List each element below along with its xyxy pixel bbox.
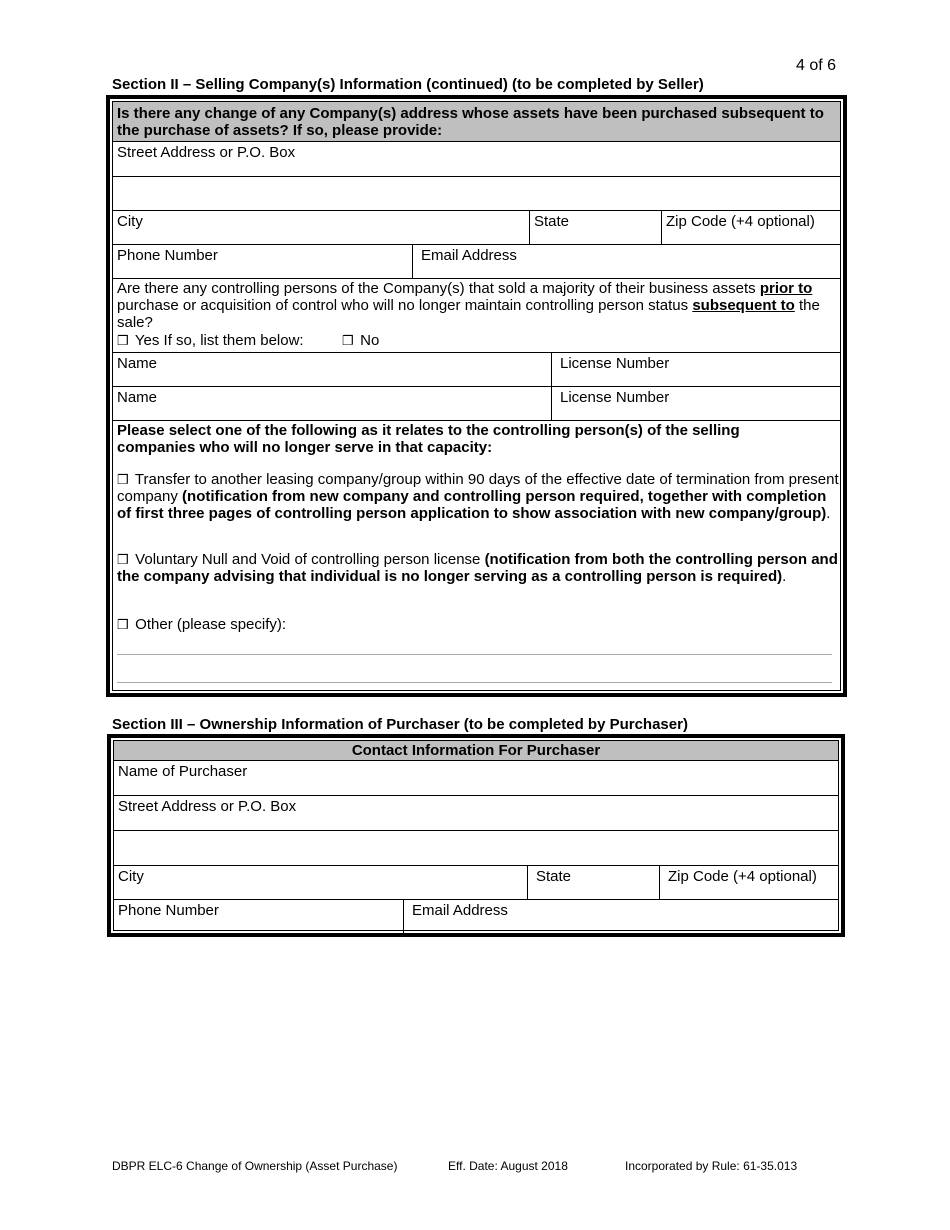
purchaser-email-label: Email Address bbox=[412, 902, 508, 919]
option-voluntary-null[interactable]: ❒ Voluntary Null and Void of controlling person license (notification from both the controlling person and the company advising that individual is no longer serving as a controlling person is required). bbox=[117, 551, 838, 585]
footer-eff-date: Eff. Date: August 2018 bbox=[448, 1159, 568, 1173]
footer-form-id: DBPR ELC-6 Change of Ownership (Asset Purchase) bbox=[112, 1159, 398, 1173]
license-label-1: License Number bbox=[560, 355, 670, 372]
purchaser-street-field[interactable] bbox=[114, 796, 838, 831]
phone-email-row bbox=[113, 245, 840, 279]
zip-label: Zip Code (+4 optional) bbox=[666, 213, 815, 230]
street-address-label: Street Address or P.O. Box bbox=[117, 144, 296, 161]
purchaser-phone-email-row bbox=[114, 900, 838, 934]
controlling-person-row-2 bbox=[113, 387, 840, 421]
section-3-header: Contact Information For Purchaser bbox=[114, 741, 838, 761]
purchaser-city-label: City bbox=[118, 868, 144, 885]
purchaser-street-label: Street Address or P.O. Box bbox=[118, 798, 297, 815]
license-field-1[interactable] bbox=[551, 353, 840, 386]
other-checkbox-icon[interactable]: ❒ bbox=[117, 617, 129, 632]
purchaser-email-field[interactable] bbox=[403, 900, 838, 934]
option-transfer-note: (notification from new company and controlling person required, together with completion of first three pages of controlling person application to show association with new company/group) bbox=[117, 488, 827, 522]
city-label: City bbox=[117, 213, 143, 230]
phone-label: Phone Number bbox=[117, 247, 218, 264]
section-3-form bbox=[107, 734, 845, 937]
yes-label: Yes If so, list them below: bbox=[134, 332, 304, 349]
license-label-2: License Number bbox=[560, 389, 670, 406]
purchaser-phone-field[interactable] bbox=[114, 900, 403, 934]
license-field-2[interactable] bbox=[551, 387, 840, 420]
phone-field[interactable] bbox=[113, 245, 412, 278]
yes-checkbox-icon[interactable]: ❒ bbox=[117, 333, 129, 348]
purchaser-state-field[interactable] bbox=[527, 866, 659, 899]
other-specify-line-2[interactable] bbox=[117, 682, 832, 683]
controlling-q-text-1: Are there any controlling persons of the Company(s) that sold a majority of their business assets bbox=[117, 280, 760, 297]
yes-option[interactable] bbox=[117, 332, 304, 349]
option-voluntary-text: Voluntary Null and Void of controlling person license bbox=[135, 551, 485, 568]
purchaser-name-field[interactable] bbox=[114, 761, 838, 796]
state-field[interactable] bbox=[529, 211, 661, 244]
option-other-label: Other (please specify): bbox=[135, 616, 287, 633]
email-field[interactable] bbox=[412, 245, 840, 278]
footer-rule: Incorporated by Rule: 61-35.013 bbox=[625, 1159, 798, 1173]
controlling-q-subsequent-to: subsequent to bbox=[692, 297, 795, 314]
name-label-1: Name bbox=[117, 355, 158, 372]
name-label-2: Name bbox=[117, 389, 158, 406]
controlling-persons-question bbox=[113, 279, 840, 353]
purchaser-phone-label: Phone Number bbox=[118, 902, 219, 919]
purchaser-zip-field[interactable] bbox=[659, 866, 838, 899]
purchaser-state-label: State bbox=[536, 868, 572, 885]
name-field-2[interactable] bbox=[113, 387, 551, 420]
voluntary-checkbox-icon[interactable]: ❒ bbox=[117, 552, 129, 567]
purchaser-name-label: Name of Purchaser bbox=[118, 763, 248, 780]
name-field-1[interactable] bbox=[113, 353, 551, 386]
street-address-line2-field[interactable] bbox=[113, 177, 840, 211]
option-transfer[interactable]: ❒ Transfer to another leasing company/group within 90 days of the effective date of termination from present company (notification from new company and controlling person required, together with completion of first three pages of controlling person application to show association with new company/group). bbox=[117, 471, 839, 522]
controlling-q-prior-to: prior to bbox=[759, 280, 813, 297]
option-voluntary-note: (notification from both the controlling person and the company advising that individual is no longer serving as a controlling person is required) bbox=[117, 551, 838, 585]
section-2-header: Is there any change of any Company(s) address whose assets have been purchased subsequent to the purchase of assets? If so, please provide: bbox=[113, 102, 840, 142]
purchaser-street-line2-field[interactable] bbox=[114, 831, 838, 866]
city-state-zip-row bbox=[113, 211, 840, 245]
no-checkbox-icon[interactable]: ❒ bbox=[341, 333, 354, 348]
other-specify-line-1[interactable] bbox=[117, 654, 832, 655]
zip-field[interactable] bbox=[661, 211, 840, 244]
purchaser-city-state-zip-row bbox=[114, 866, 838, 900]
controlling-person-row-1 bbox=[113, 353, 840, 387]
select-heading: Please select one of the following as it relates to the controlling person(s) of the selling companies who will no longer serve in that capacity: bbox=[117, 422, 740, 456]
section-2-form bbox=[106, 95, 847, 697]
no-label: No bbox=[360, 332, 380, 349]
no-option[interactable] bbox=[342, 332, 379, 349]
email-label: Email Address bbox=[421, 247, 517, 264]
purchaser-city-field[interactable] bbox=[114, 866, 527, 899]
section-3-title: Section III – Ownership Information of Purchaser (to be completed by Purchaser) bbox=[112, 716, 688, 733]
section-2-title: Section II – Selling Company(s) Information (continued) (to be completed by Seller) bbox=[112, 76, 704, 93]
state-label: State bbox=[534, 213, 570, 230]
option-other[interactable] bbox=[117, 616, 286, 633]
controlling-q-text-3: the sale? bbox=[117, 297, 820, 331]
controlling-q-text-2: purchase or acquisition of control who will no longer maintain controlling person status bbox=[117, 297, 693, 314]
street-address-field[interactable] bbox=[113, 142, 840, 177]
purchaser-zip-label: Zip Code (+4 optional) bbox=[668, 868, 817, 885]
option-transfer-text: Transfer to another leasing company/group within 90 days of the effective date of termination from present company bbox=[117, 471, 839, 505]
page-number: 4 of 6 bbox=[796, 57, 837, 74]
city-field[interactable] bbox=[113, 211, 529, 244]
transfer-checkbox-icon[interactable]: ❒ bbox=[117, 472, 129, 487]
